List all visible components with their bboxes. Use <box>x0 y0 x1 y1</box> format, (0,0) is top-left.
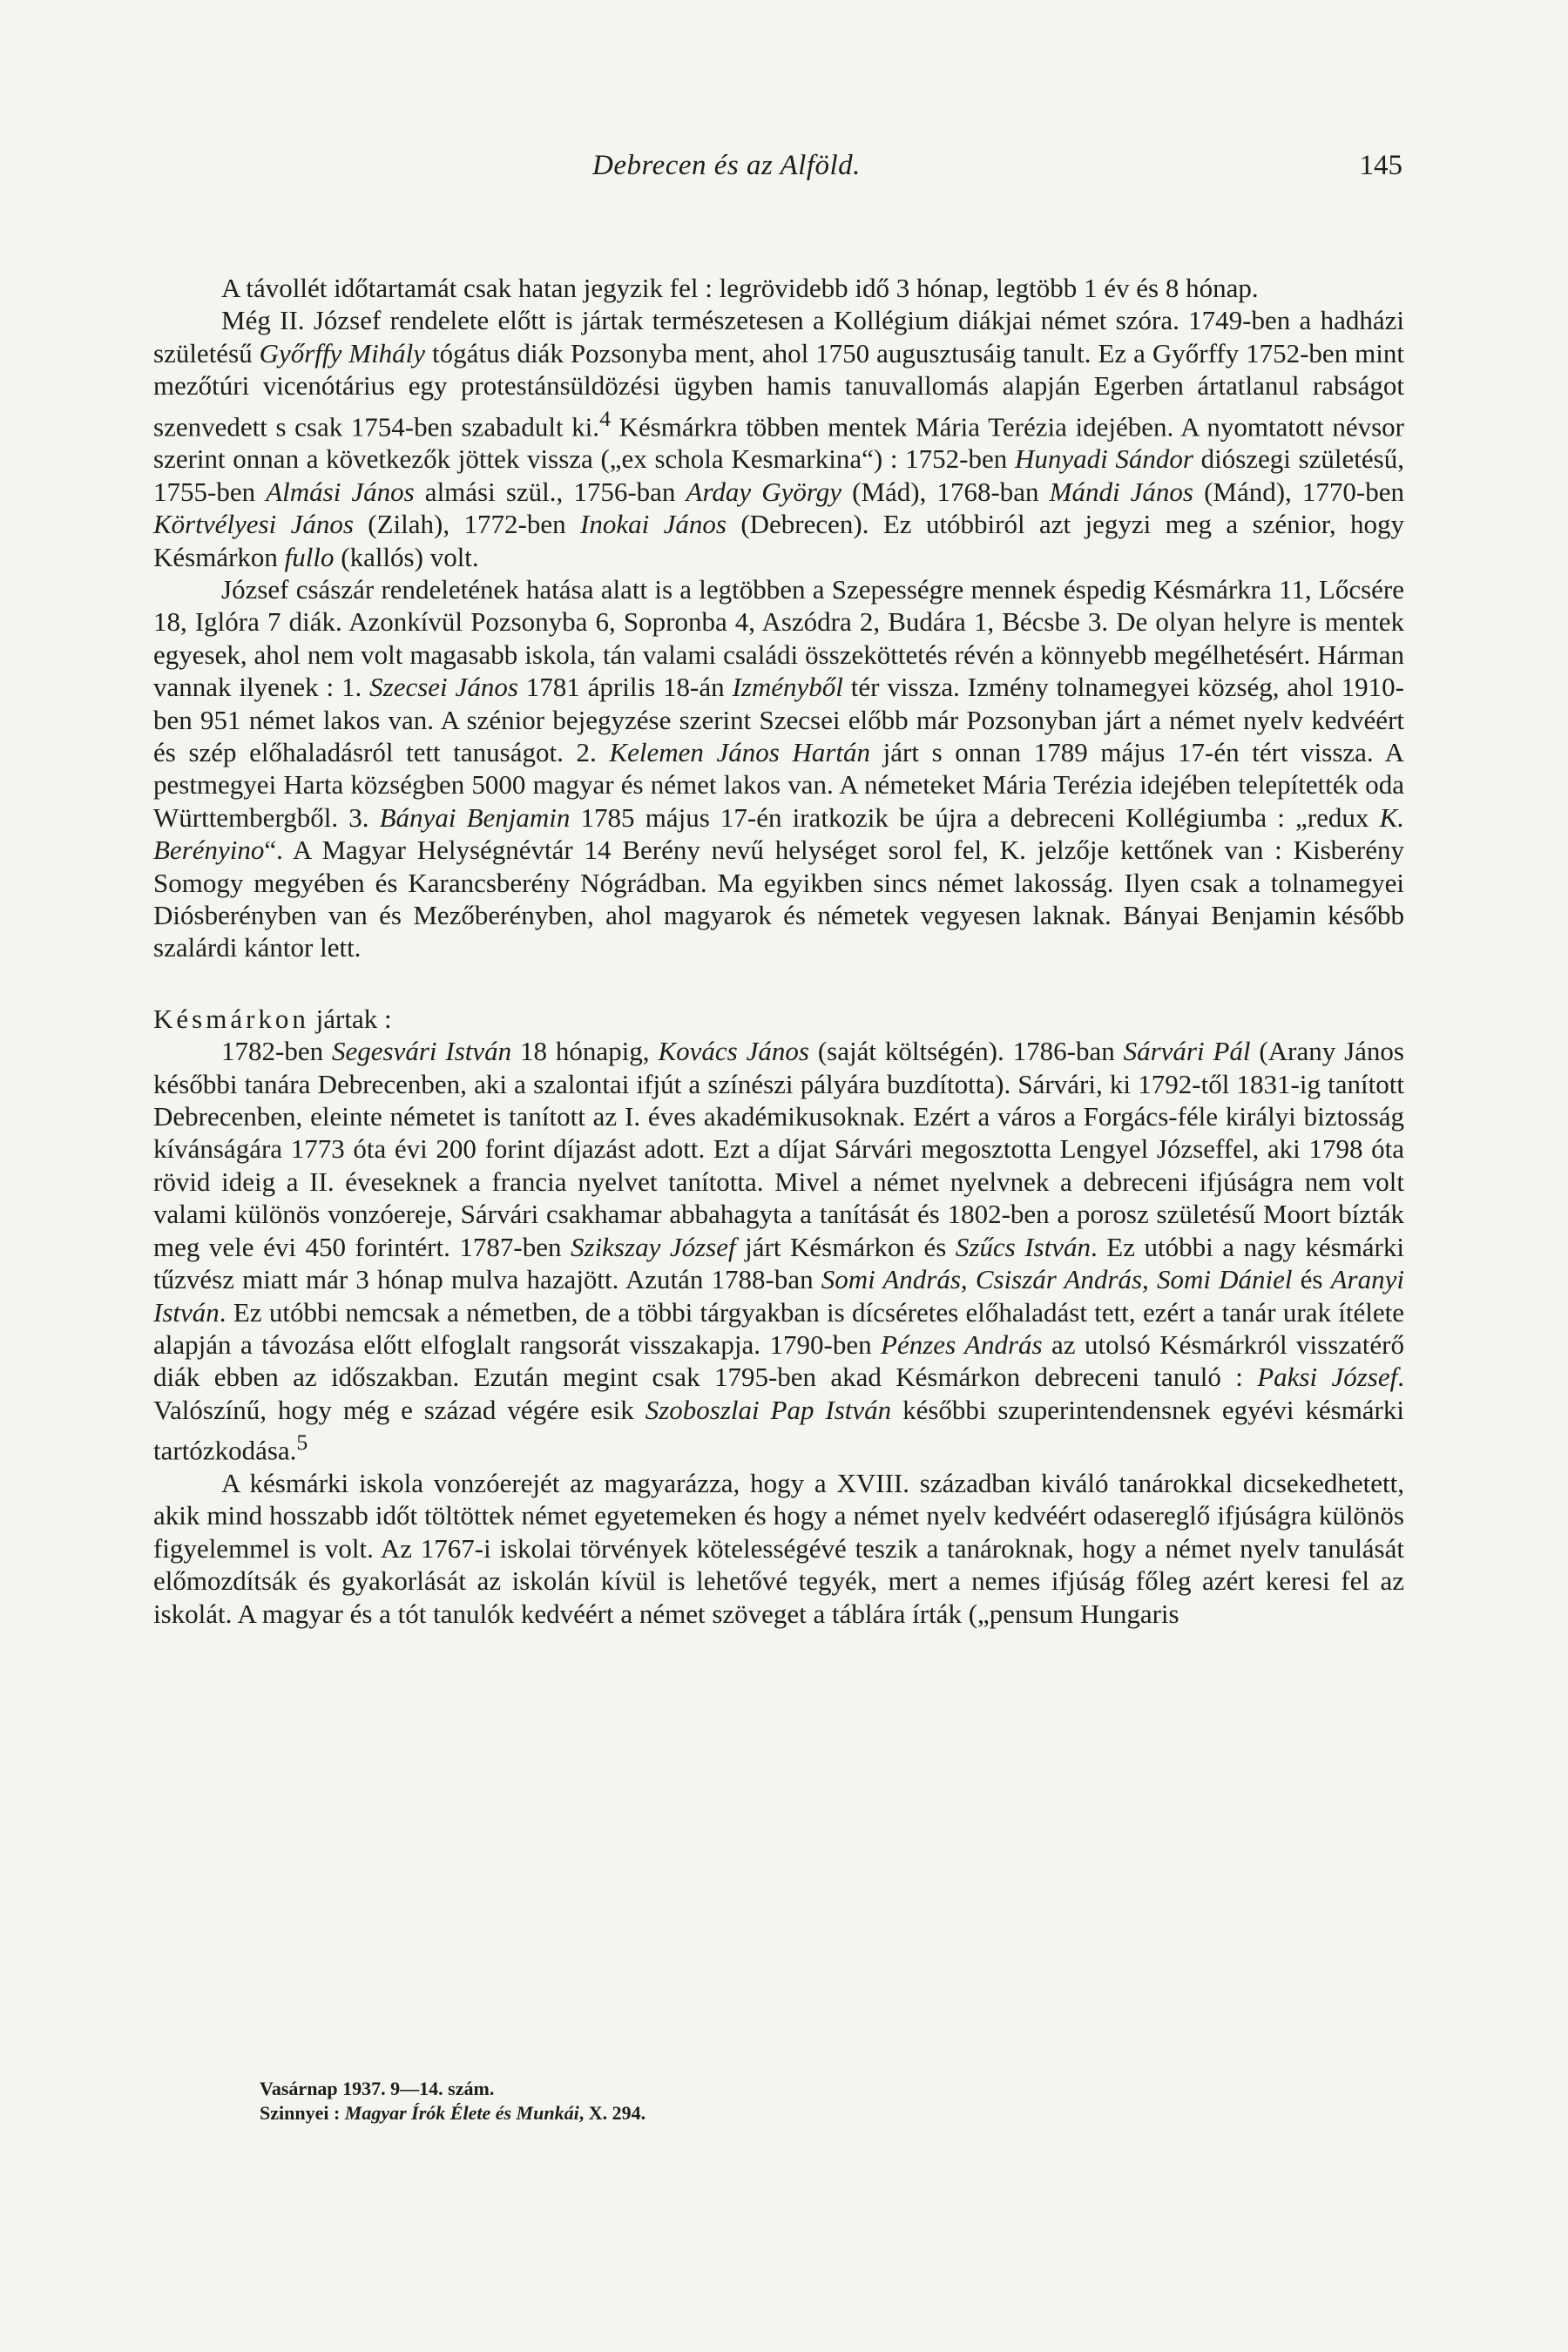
person-name: Szecsei János <box>369 672 518 703</box>
heading-spaced-word: Késmárkon <box>153 1003 309 1034</box>
text-run: (Zilah), 1772-ben <box>353 509 580 540</box>
footnote-5 <box>260 2101 1392 2126</box>
page-header <box>0 150 1568 193</box>
person-name: Almási János <box>266 476 415 507</box>
text-run: az utolsó Késmárkról visszatérő diák ebben az időszakban. Ezután megint csak 1795-ben akad Késmárkon debreceni tanuló : <box>153 1328 1405 1393</box>
text-run: A késmárki iskola vonzóerejét az magyarázza, hogy a XVIII. században kiváló tanárokkal dicsekedhetett, akik mind hosszabb időt töltöttek német egyetemeken és hogy a német nyelv kedvéért odasereglő ifjúságra különös figyelemmel is volt. Az 1767-i iskolai törvények kötelességévé teszik a tanároknak, hogy a német nyelv tanulását előmozdítsák és gyakorlását az iskolán kívül is lehetővé tegyék, mert a nemes ifjúság főleg azért keresi fel az iskolát. A magyar és a tót tanulók kedvéért a német szöveget a táblára írták („pensum Hungaris <box>153 1467 1404 1629</box>
footnotes <box>260 2077 1392 2126</box>
text-run: (kallós) volt. <box>334 541 479 572</box>
text-run: tér vissza. Izmény tolnamegyei község, ahol 1910-ben 951 német lakos van. A szénior bejegyzése szerint Szecsei előbb már Pozsonyban járt a német nyelv kedvéért és szép előhaladásról tett tanuságot. 2. <box>153 672 1404 768</box>
text-run: A távollét időtartamát csak hatan jegyzik fel : legrövidebb idő 3 hónap, legtöbb 1 év és 8 hónap. <box>221 273 1259 303</box>
person-name: Szikszay József <box>571 1231 736 1262</box>
running-title: Debrecen és az Alföld. <box>592 150 861 181</box>
page-number: 145 <box>1359 150 1402 181</box>
text-run: 1785 május 17-én iratkozik be újra a debreceni Kollégiumba : „redux <box>570 801 1380 833</box>
person-name: Hunyadi Sándor <box>1014 443 1193 475</box>
person-name: Kovács János <box>658 1036 809 1067</box>
place-name: Izményből <box>732 672 843 703</box>
person-name: Pénzes András <box>881 1328 1043 1360</box>
person-name: Somi András, Csiszár András, Somi Dániel <box>821 1264 1293 1295</box>
paragraph-5 <box>153 1467 1404 1630</box>
person-name: Inokai János <box>580 509 727 540</box>
text-run: tógátus diák Pozsonyba ment, ahol 1750 augusztusáig tanult. Ez a Győrffy 1752-ben mint mezőtúri vicenótárius egy protestánsüldözési ügyben hamis tanuvallomás alapján Egerben ártatlanul rabságot szenvedett s csak 1754-ben szabadult ki. <box>153 337 1404 442</box>
section-heading <box>153 1003 1404 1035</box>
text-run: járt Késmárkon és <box>735 1231 956 1262</box>
footnote-text: Vasárnap 1937. 9—14. szám. <box>260 2078 495 2099</box>
text-run: József császár rendeletének hatása alatt is a legtöbben a Szepességre mennek éspedig Késmárkra 11, Lőcsére 18, Iglóra 7 diák. Azonkívül Pozsonyba 6, Sopronba 4, Aszódra 2, Budára 1, Bécsbe 3. De olyan helyre is mentek egyesek, ahol nem volt magasabb iskola, tán valami családi összeköttetés révén a könnyebb megélhetésért. Hárman vannak ilyenek : 1. <box>153 573 1404 703</box>
text-run: 1782-ben <box>221 1036 332 1067</box>
footnote-ref-5: 5 <box>296 1429 308 1456</box>
footnote-book-title: Magyar Írók Élete és Munkái <box>344 2102 579 2124</box>
text-run: diószegi születésű, 1755-ben <box>153 443 1404 507</box>
paragraph-2 <box>153 304 1404 573</box>
latin-term: K. Berényino <box>153 801 1404 866</box>
text-run: . Valószínű, hogy még e század végére esik <box>153 1362 1404 1425</box>
person-name: Aranyi István <box>153 1264 1404 1328</box>
text-run: 18 hónapig, <box>511 1036 659 1067</box>
paragraph-1 <box>153 272 1404 304</box>
person-name: Körtvélyesi János <box>153 509 354 540</box>
person-name: Szoboszlai Pap István <box>645 1394 892 1425</box>
footnote-text: , X. 294. <box>578 2102 646 2124</box>
text-run: . Ez utóbbi nemcsak a németben, de a többi tárgyakban is dícséretes előhaladást tett, ezért a tanár urak ítélete alapján a távozása előtt elfoglalt rangsorát visszakapja. 1790-ben <box>153 1296 1404 1360</box>
text-run: Még II. József rendelete előtt is jártak természetesen a Kollégium diákjai német szóra. 1749-ben a hadházi születésű <box>153 305 1404 368</box>
footnote-ref-4: 4 <box>599 405 611 431</box>
person-name: Segesvári István <box>331 1036 512 1067</box>
person-name: Bányai Benjamin <box>379 801 571 833</box>
person-name: Paksi József <box>1257 1362 1398 1393</box>
paragraph-4 <box>153 1035 1404 1467</box>
text-run: “. A Magyar Helységnévtár 14 Berény nevű helységet sorol fel, K. jelzője kettőnek van : Kisberény Somogy megyében és Karancsberény Nógrádban. Ma egyikben sincs német lakosság. Ilyen csak a tolnamegyei Diósberényben van és Mezőberényben, ahol magyarok és németek vegyesen laknak. Bányai Benjamin később szalárdi kántor lett. <box>153 835 1404 963</box>
person-name: Kelemen János Hartán <box>609 737 871 768</box>
person-name: Mándi János <box>1049 476 1193 507</box>
text-run: (Mánd), 1770-ben <box>1193 476 1404 507</box>
text-run: (Arany János későbbi tanára Debrecenben, aki a szalontai ifjút a színészi pályára buzdította). Sárvári, ki 1792-től 1831-ig tanított Debrecenben, eleinte németet is tanított az I. éves akadémikusoknak. Ezért a város a Forgács-féle királyi biztosság kívánságára 1773 óta évi 200 forint díjazást adott. Ezt a díjat Sárvári megosztotta Lengyel Józseffel, aki 1798 óta rövid ideig a II. éveseknek a francia nyelvet tanította. Mivel a német nyelvnek a debreceni ifjúságra nem volt valami különös vonzóereje, Sárvári csakhamar abbahagyta a tanítását és 1802-ben a porosz születésű Moort bízták meg vele évi 450 forintért. 1787-ben <box>153 1036 1404 1262</box>
footnote-text: Szinnyei : <box>260 2102 345 2124</box>
text-run: Késmárkra többen mentek Mária Terézia idejében. A nyomtatott névsor szerint onnan a következők jöttek vissza („ex schola Kesmarkina“) : 1752-ben <box>153 410 1404 475</box>
text-run: (saját költségén). 1786-ban <box>808 1036 1124 1067</box>
latin-term: fullo <box>284 541 335 572</box>
person-name: Arday György <box>686 476 842 507</box>
heading-tail: jártak : <box>308 1003 392 1034</box>
text-run: 1781 április 18-án <box>517 672 733 703</box>
text-run: (Mád), 1768-ban <box>841 476 1050 507</box>
paragraph-3 <box>153 573 1404 964</box>
text-run: (Debrecen). Ez utóbbiról azt jegyzi meg a szénior, hogy Késmárkon <box>153 509 1404 572</box>
text-run: későbbi szuperintendensnek egyévi késmárki tartózkodása. <box>153 1394 1404 1466</box>
text-run: almási szül., 1756-ban <box>414 476 686 507</box>
person-name: Szűcs István <box>955 1231 1091 1262</box>
text-run: járt s onnan 1789 május 17-én tért vissza. A pestmegyei Harta községben 5000 magyar és német lakos van. A németeket Mária Terézia idejében telepítették oda Württembergből. 3. <box>153 737 1404 833</box>
person-name: Sárvári Pál <box>1123 1036 1251 1067</box>
text-run: . Ez utóbbi a nagy késmárki tűzvész miatt már 3 hónap mulva hazajött. Azután 1788-ban <box>153 1231 1404 1295</box>
person-name: Győrffy Mihály <box>259 337 426 368</box>
section-spacer <box>153 964 1404 1003</box>
main-text <box>153 272 1404 1630</box>
footnote-4 <box>260 2077 1392 2101</box>
text-run: és <box>1292 1264 1331 1295</box>
